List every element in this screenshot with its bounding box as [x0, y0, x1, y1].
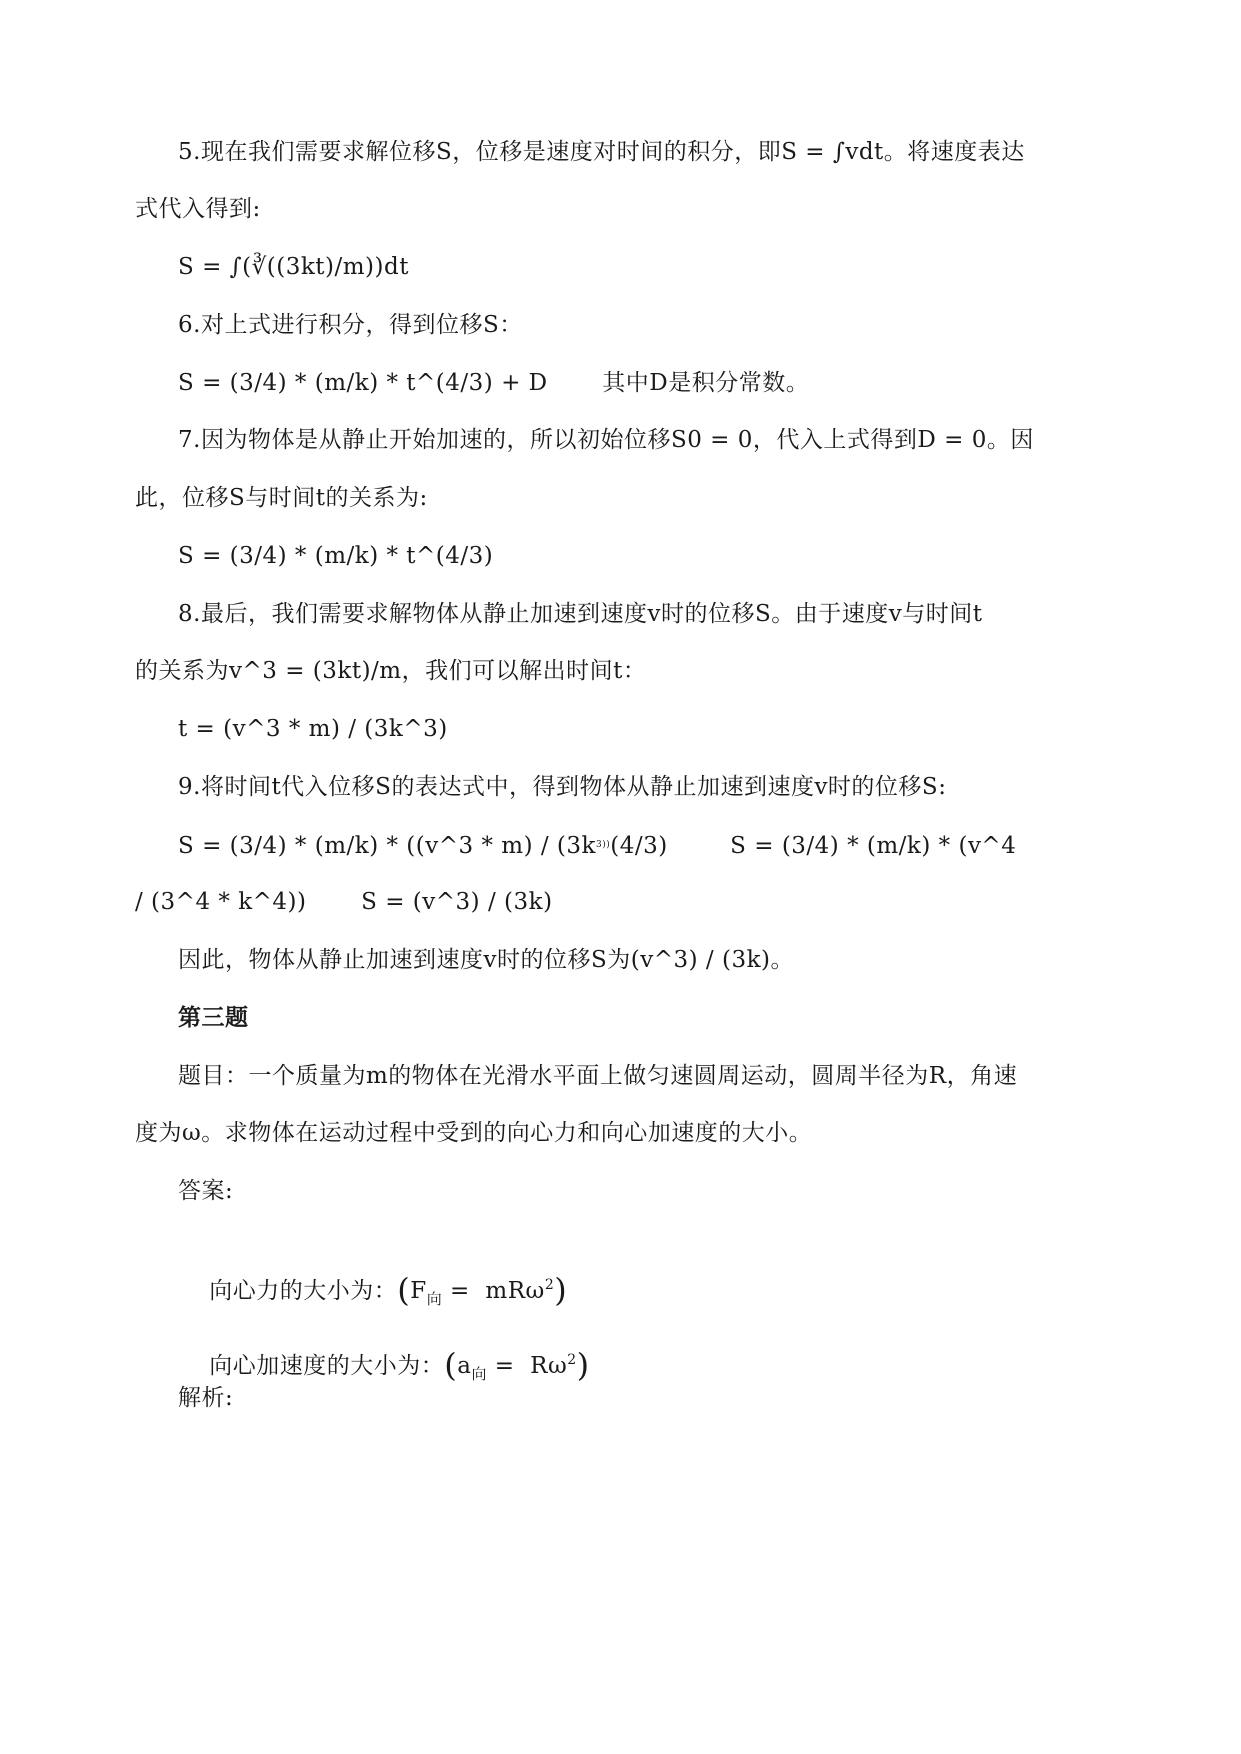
paragraph-step-6: 6.对上式进行积分，得到位移S： — [178, 312, 523, 338]
analysis-label: 解析: — [178, 1385, 234, 1411]
section-heading: 第三题 — [178, 1004, 249, 1031]
centripetal-acceleration-line — [178, 1315, 590, 1419]
acceleration-variable: a — [457, 1353, 472, 1379]
paragraph-step-7-line-2: 此，位移S与时间t的关系为: — [135, 485, 428, 511]
force-expression: = mRω — [442, 1278, 545, 1304]
centripetal-acceleration-label: 向心加速度的大小为： — [209, 1353, 445, 1379]
acceleration-superscript: 2 — [567, 1352, 577, 1368]
force-subscript: 向 — [426, 1290, 443, 1308]
formula-substitution-part-1: S = (3/4) * (m/k) * ((v^3 * m) / (3k — [178, 833, 596, 859]
question-line-2: 度为ω。求物体在运动过程中受到的向心力和向心加速度的大小。 — [135, 1120, 813, 1146]
paragraph-step-7-line-1: 7.因为物体是从静止开始加速的，所以初始位移S0 = 0，代入上式得到D = 0。因 — [178, 427, 1034, 453]
paragraph-step-8-line-1: 8.最后，我们需要求解物体从静止加速到速度v时的位移S。由于速度v与时间t — [178, 601, 983, 627]
force-variable: F — [410, 1278, 427, 1304]
question-line-1: 题目：一个质量为m的物体在光滑水平面上做匀速圆周运动，圆周半径为R，角速 — [178, 1063, 1018, 1089]
formula-displacement-with-constant: S = (3/4) * (m/k) * t^(4/3) + D 其中D是积分常数。 — [178, 370, 810, 396]
centripetal-force-label: 向心力的大小为： — [209, 1278, 398, 1304]
paragraph-step-8-line-2: 的关系为v^3 = (3kt)/m，我们可以解出时间t： — [135, 658, 647, 684]
paragraph-step-9: 9.将时间t代入位移S的表达式中，得到物体从静止加速到速度v时的位移S: — [178, 774, 947, 800]
formula-substitution-part-2: (4/3) S = (3/4) * (m/k) * (v^4 — [610, 833, 1017, 859]
paragraph-step-5-line-2: 式代入得到: — [135, 196, 261, 222]
formula-substitution-line-2: / (3^4 * k^4)) S = (v^3) / (3k) — [135, 889, 553, 915]
formula-close-paren: ) — [576, 1346, 590, 1384]
acceleration-subscript: 向 — [471, 1365, 487, 1383]
formula-open-paren: ( — [397, 1271, 411, 1309]
formula-substitution-line-1 — [178, 830, 1016, 861]
paragraph-step-5-line-1: 5.现在我们需要求解位移S，位移是速度对时间的积分，即S = ∫vdt。将速度表达 — [178, 139, 1025, 165]
formula-integral: S = ∫(∛((3kt)/m))dt — [178, 254, 409, 280]
force-superscript: 2 — [544, 1277, 555, 1293]
answer-label: 答案: — [178, 1178, 234, 1204]
formula-open-paren: ( — [444, 1346, 458, 1384]
formula-substitution-superscript: 3)) — [595, 840, 611, 850]
formula-displacement: S = (3/4) * (m/k) * t^(4/3) — [178, 543, 494, 569]
formula-time: t = (v^3 * m) / (3k^3) — [178, 716, 448, 742]
paragraph-conclusion: 因此，物体从静止加速到速度v时的位移S为(v^3) / (3k)。 — [178, 947, 794, 973]
acceleration-expression: = Rω — [486, 1353, 568, 1379]
formula-close-paren: ) — [554, 1271, 568, 1309]
